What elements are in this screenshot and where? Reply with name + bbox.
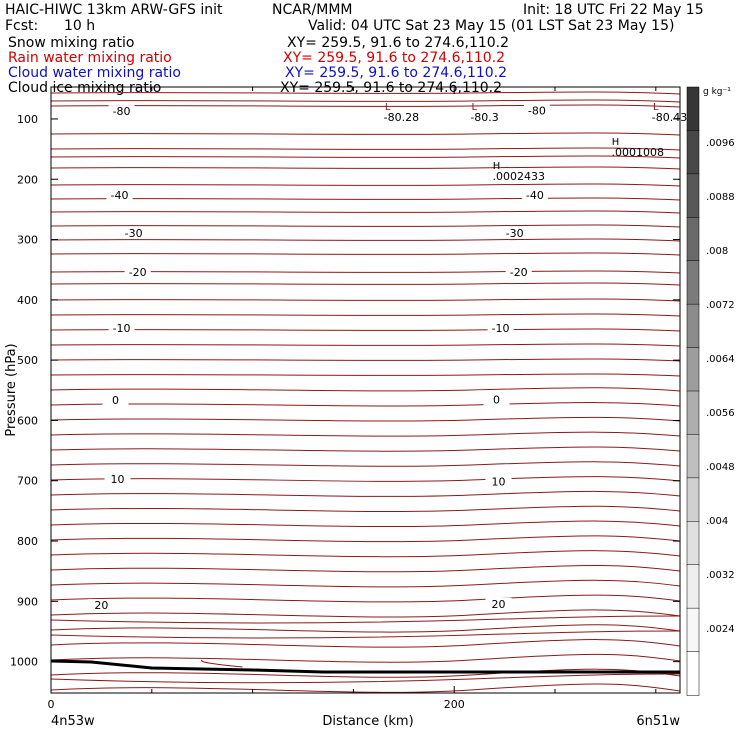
extremum-value: -80.3 [470, 110, 499, 124]
isotherm-line [51, 299, 680, 301]
y-tick-label: 600 [17, 414, 38, 428]
colorbar-swatch [687, 652, 699, 696]
y-tick-label: 800 [17, 535, 38, 549]
isotherm-line [51, 551, 680, 557]
isotherm-line [51, 374, 680, 376]
field-cloudwater-xy: XY= 259.5, 91.6 to 274.6,110.2 [285, 65, 508, 81]
isotherm-line [51, 536, 680, 542]
isotherm-line [51, 167, 680, 169]
isotherm-label: -80 [112, 105, 131, 119]
colorbar-swatch [687, 478, 699, 522]
x-axis-title: Distance (km) [322, 714, 414, 729]
isotherm-line [51, 211, 680, 213]
forecast-label: Fcst: [5, 18, 39, 34]
field-cloudice-name: Cloud ice mixing ratio [8, 80, 162, 96]
terrain-line [51, 661, 680, 672]
colorbar-label: .004 [706, 516, 729, 527]
x-tick-label: 200 [443, 698, 465, 711]
colorbar-label: .0096 [706, 138, 735, 149]
colorbar-swatch [687, 130, 699, 174]
extremum-symbol: L [652, 101, 659, 113]
colorbar-swatch [687, 348, 699, 392]
colorbar-swatch [687, 434, 699, 478]
org-label: NCAR/MMM [272, 2, 353, 18]
colorbar-swatch [687, 565, 699, 609]
colorbar-swatch [687, 87, 699, 131]
extremum-value: .0002433 [492, 170, 546, 184]
field-snow-xy: XY= 259.5, 91.6 to 274.6,110.2 [287, 35, 510, 51]
extremum-value: -80.28 [383, 110, 420, 124]
isotherm-line [51, 462, 680, 466]
isotherm-label: 20 [94, 598, 109, 612]
colorbar-label: .0048 [706, 462, 735, 473]
extremum-symbol: L [384, 101, 391, 113]
extremum-symbol: L [471, 101, 478, 113]
colorbar-unit: g kg⁻¹ [703, 87, 731, 97]
valid-time: Valid: 04 UTC Sat 23 May 15 (01 LST Sat 23 May 15) [308, 18, 675, 34]
colorbar-label: .0056 [706, 408, 735, 419]
isotherm-line [51, 359, 680, 361]
colorbar-swatch [687, 217, 699, 261]
isotherm-label: -40 [525, 188, 544, 202]
isotherm-label: -30 [505, 226, 524, 240]
isotherm-line [51, 283, 680, 285]
model-title: HAIC-HIWC 13km ARW-GFS init [5, 2, 223, 18]
isotherm-line [51, 506, 680, 511]
isotherm-line [51, 92, 680, 94]
isotherm-line [51, 198, 680, 200]
y-tick-label: 1000 [10, 655, 38, 669]
endpoint-right: 6n51w [636, 714, 680, 729]
isotherm-line [51, 595, 680, 602]
isotherm-label: 0 [112, 393, 120, 407]
isotherm-line [51, 625, 680, 632]
field-cloudice-xy: XY= 259.5, 91.6 to 274.6,110.2 [280, 80, 503, 96]
isotherm-line [51, 417, 680, 421]
colorbar-label: .0064 [706, 354, 735, 365]
y-tick-label: 700 [17, 474, 38, 488]
isotherm-label: 0 [493, 393, 501, 407]
extremum-symbol: H [492, 161, 501, 173]
isotherm-line [51, 521, 680, 527]
isotherm-label: -40 [110, 188, 129, 202]
isotherm-labels [88, 105, 549, 612]
extremum-symbol: H [611, 136, 620, 148]
isotherm-line [51, 156, 680, 158]
isotherm-line [51, 105, 680, 107]
colorbar-swatch [687, 608, 699, 652]
endpoint-left: 4n53w [51, 714, 95, 729]
colorbar-label: .0088 [706, 192, 735, 203]
isotherm-line [51, 447, 680, 451]
y-tick-label: 500 [17, 354, 38, 368]
isotherm-line [51, 133, 680, 135]
field-rain-name: Rain water mixing ratio [8, 50, 172, 66]
init-time: Init: 18 UTC Fri 22 May 15 [523, 2, 704, 18]
field-rain-xy: XY= 259.5, 91.6 to 274.6,110.2 [283, 50, 506, 66]
isotherm-line [51, 329, 680, 331]
isotherm-label: 20 [491, 597, 506, 611]
colorbar-swatch [687, 174, 699, 218]
isotherm-label: -10 [491, 322, 510, 336]
isotherm-line [51, 148, 680, 150]
isotherm-line [51, 388, 680, 391]
isotherm-line [51, 403, 680, 406]
isotherm-line [51, 225, 680, 227]
colorbar-label: .008 [706, 246, 729, 257]
isotherm-line [51, 314, 680, 316]
colorbar-swatch [687, 521, 699, 565]
isotherm-label: -80 [527, 104, 546, 118]
field-cloudwater-name: Cloud water mixing ratio [8, 65, 181, 81]
isotherm-line [51, 477, 680, 482]
field-snow-name: Snow mixing ratio [8, 35, 135, 51]
extremum-value: .0001008 [611, 145, 664, 159]
isotherm-line [51, 640, 680, 648]
colorbar-label: .0072 [706, 300, 735, 311]
isotherm-label: -10 [112, 322, 131, 336]
isotherm-label: -30 [124, 226, 143, 240]
y-tick-label: 200 [17, 173, 38, 187]
isotherm-line [51, 491, 680, 496]
isotherm-label: 10 [491, 475, 506, 489]
extremum-value: -80.43 [651, 110, 688, 124]
isotherm-line [51, 565, 680, 571]
y-axis-title: Pressure (hPa) [4, 343, 19, 437]
y-tick-label: 100 [17, 112, 38, 126]
isotherm-line [51, 580, 680, 587]
isotherm-line [51, 684, 680, 692]
colorbar [687, 87, 735, 696]
colorbar-swatch [687, 304, 699, 348]
isotherm-line [51, 100, 680, 102]
isotherm-line [51, 239, 680, 241]
y-tick-label: 400 [17, 293, 38, 307]
isotherm-label: 10 [110, 472, 125, 486]
near-surface-contour [202, 660, 243, 667]
isotherm-line [51, 253, 680, 255]
forecast-hours: 10 h [64, 18, 96, 34]
y-tick-label: 300 [17, 233, 38, 247]
colorbar-swatch [687, 261, 699, 305]
isotherm-line [51, 432, 680, 436]
isotherm-line [51, 344, 680, 346]
y-tick-label: 900 [17, 595, 38, 609]
colorbar-label: .0024 [706, 624, 735, 635]
isotherm-label: -20 [509, 266, 528, 280]
isotherm-line [51, 654, 680, 662]
colorbar-swatch [687, 391, 699, 435]
isotherm-line [51, 674, 680, 683]
isotherm-contours [51, 92, 680, 692]
isotherm-line [51, 610, 680, 617]
isotherm-label: -20 [128, 266, 147, 280]
x-tick-label: 0 [47, 698, 55, 711]
isotherm-line [51, 184, 680, 186]
colorbar-label: .0032 [706, 570, 735, 581]
